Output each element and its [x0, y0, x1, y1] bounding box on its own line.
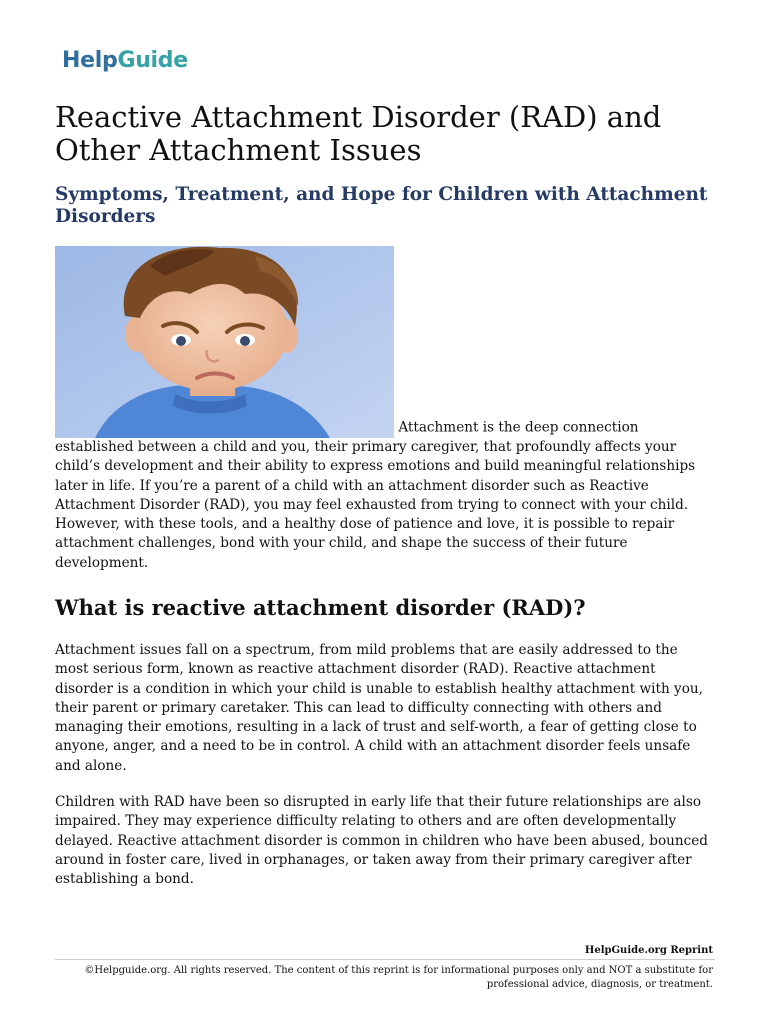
section-paragraph-1: Attachment issues fall on a spectrum, from mild problems that are easily addressed to the most serious form, known as reactive attachment disorder (RAD). Reactive attachment disorder is a condition in which your child is unable to establish healthy attachment with you, their parent or primary caretaker. This can lead to difficulty connecting with others and managing their emotions, resulting in a lack of trust and self-worth, a fear of getting close to anyone, anger, and a need to be in control. A child with an attachment disorder feels unsafe and alone.	[55, 642, 703, 774]
logo-text-help: Help	[62, 48, 118, 73]
page-title: Reactive Attachment Disorder (RAD) and Other Attachment Issues	[55, 100, 662, 167]
section-paragraph-2: Children with RAD have been so disrupted in early life that their future relationships are also impaired. They may experience difficulty relating to others and are often developmentally delayed. Reactive attachment disorder is common in children who have been abused, bounced around in foster care, lived in orphanages, or taken away from their primary caregiver after establishing a bond.	[55, 794, 709, 888]
footer-divider	[55, 959, 715, 960]
child-photo-image	[55, 246, 394, 438]
helpguide-logo[interactable]	[62, 48, 188, 73]
intro-block	[55, 246, 715, 573]
footer-reprint-label: HelpGuide.org Reprint	[584, 945, 713, 956]
intro-paragraph: Attachment is the deep connection established between a child and you, their primary caregiver, that profoundly affects your child’s development and their ability to express emotions and build meaningful relationships later in life. If you’re a parent of a child with an attachment disorder such as Reactive Attachment Disorder (RAD), you may feel exhausted from trying to connect with your child. However, with these tools, and a healthy dose of patience and love, it is possible to repair attachment challenges, bond with your child, and shape the success of their future development.	[55, 419, 696, 571]
logo-text-guide: Guide	[117, 48, 188, 73]
footer-disclaimer: ©Helpguide.org. All rights reserved. The content of this reprint is for informational purposes only and NOT a substitute for professional advice, diagnosis, or treatment.	[84, 965, 713, 990]
page-subtitle: Symptoms, Treatment, and Hope for Children with Attachment Disorders	[55, 184, 708, 227]
section-heading: What is reactive attachment disorder (RAD)?	[55, 595, 586, 620]
